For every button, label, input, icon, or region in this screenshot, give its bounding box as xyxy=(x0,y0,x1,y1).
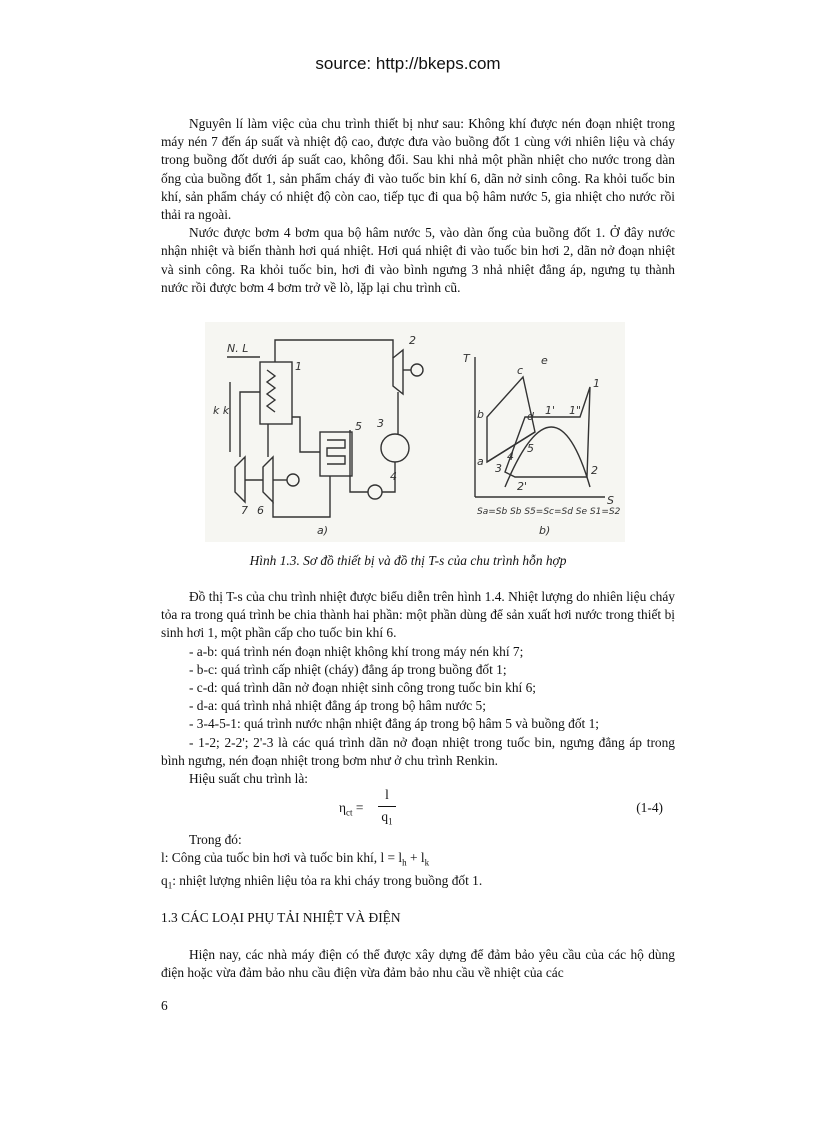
label-1: 1 xyxy=(295,360,302,373)
label-s: S xyxy=(607,494,614,507)
label-3: 3 xyxy=(377,417,384,430)
label-a: a xyxy=(477,455,484,468)
label-5: 5 xyxy=(355,420,362,433)
fraction xyxy=(378,787,396,827)
q-symbol: q xyxy=(161,873,168,889)
where-line-l xyxy=(161,849,675,872)
s-axis-ticks: Sa=Sb Sb S5=Sc=Sd Se S1=S2 xyxy=(477,507,621,517)
q-definition: : nhiệt lượng nhiên liệu tỏa ra khi cháy trong buồng đốt 1. xyxy=(172,873,483,889)
intro-paragraphs xyxy=(161,115,675,297)
l-definition: l: Công của tuốc bin hơi và tuốc bin khí, l = l xyxy=(161,850,403,866)
l-plus: + l xyxy=(406,850,425,866)
l-sub-h: h xyxy=(402,857,407,868)
where-title: Trong đó: xyxy=(189,832,242,847)
label-4: 4 xyxy=(390,470,397,483)
page-number: 6 xyxy=(161,998,168,1013)
process-section xyxy=(161,588,675,788)
label-p4: 4 xyxy=(507,450,514,463)
label-kk: k k xyxy=(213,404,230,417)
source-header: source: http://bkeps.com xyxy=(315,54,501,73)
figure-drawing xyxy=(205,322,625,542)
paragraph: Nước được bơm 4 bơm qua bộ hâm nước 5, vào dàn ống của buồng đốt 1. Ở đây nước nhận nhiệt và biến thành hơi quá nhiệt. Hơi quá nhiệt đi vào tuốc bin hơi 2, dãn nở đoạn nhiệt và sinh công. Ra khỏi tuốc bin, hơi đi vào bình ngưng 3 nhả nhiệt đẳng áp, ngưng tụ thành nước rồi được bơm 4 bơm trở về lò, lặp lại chu trình cũ. xyxy=(161,225,675,295)
label-c: c xyxy=(517,364,524,377)
l-sub-k: k xyxy=(424,857,430,868)
formula-1-4 xyxy=(161,787,675,829)
label-6: 6 xyxy=(257,504,264,517)
paragraph: Đồ thị T-s của chu trình nhiệt được biểu diễn trên hình 1.4. Nhiệt lượng do nhiên liệu cháy tỏa ra trong quá trình be chia thành hai phần: một phần dùng để sản xuất hơi nước trong thiết bị sinh hơi 1, một phần cấp cho tuốc bin khí 6. xyxy=(161,589,675,641)
list-item: - 3-4-5-1: quá trình nước nhận nhiệt đẳng áp trong bộ hâm 5 và buồng đốt 1; xyxy=(189,716,600,732)
where-line-q xyxy=(161,872,675,895)
sub-caption-b: b) xyxy=(539,524,551,537)
figure-caption: Hình 1.3. Sơ đồ thiết bị và đồ thị T-s của chu trình hỗn hợp xyxy=(249,553,567,568)
label-b: b xyxy=(477,408,484,421)
list-item: - 1-2; 2-2'; 2'-3 là các quá trình dãn nở đoạn nhiệt trong tuốc bin, ngưng đẳng áp trong bình ngưng, nén đoạn nhiệt trong bơm như ở chu trình Renkin. xyxy=(161,734,675,768)
label-p1: 1 xyxy=(593,377,600,390)
q-subscript: 1 xyxy=(167,880,173,891)
denominator xyxy=(378,809,396,827)
where-block xyxy=(161,831,675,895)
label-d: d xyxy=(527,410,534,423)
paragraph: Nguyên lí làm việc của chu trình thiết bị như sau: Không khí được nén đoạn nhiệt trong máy nén 7 đến áp suất và nhiệt độ cao, được đưa vào buồng đốt 1 cùng với nhiên liệu và cháy trong buồng đốt dưới áp suất cao, không đổi. Sau khi nhả một phần nhiệt cho nước trong dàn ống của buồng đốt 1, sản phẩm cháy đi vào tuốc bin khí 6, dãn nở sinh công. Ra khỏi tuốc bin khí, sản phẩm cháy có nhiệt độ còn cao, tiếp tục đi qua bộ hâm nước 5, gia nhiệt cho nước rồi thải ra ngoài. xyxy=(161,116,675,223)
list-item: - d-a: quá trình nhả nhiệt đẳng áp trong bộ hâm nước 5; xyxy=(189,698,486,714)
equation-number: (1-4) xyxy=(636,800,663,815)
fraction-bar xyxy=(378,806,396,807)
label-t: T xyxy=(463,352,470,365)
list-item: - b-c: quá trình cấp nhiệt (cháy) đẳng áp trong buồng đốt 1; xyxy=(189,661,507,677)
label-p1p: 1' xyxy=(545,404,556,417)
label-nl: N. L xyxy=(227,342,249,355)
efficiency-label: Hiệu suất chu trình là: xyxy=(189,771,308,787)
process-list xyxy=(161,643,675,770)
eta-symbol: η xyxy=(339,800,347,815)
list-item: - a-b: quá trình nén đoạn nhiệt không khí trong máy nén khí 7; xyxy=(189,643,524,659)
denominator-symbol: q xyxy=(381,809,389,824)
section-heading: 1.3 CÁC LOẠI PHỤ TẢI NHIỆT VÀ ĐIỆN xyxy=(161,910,401,925)
denominator-subscript: 1 xyxy=(388,816,393,827)
label-p2p: 2' xyxy=(517,480,528,493)
label-p3: 3 xyxy=(495,462,502,475)
label-p2: 2 xyxy=(591,464,598,477)
paragraph: Hiện nay, các nhà máy điện có thể được xây dựng để đảm bảo yêu cầu của các hộ dùng điện hoặc vừa đảm bảo nhu cầu điện vừa đảm bảo nhu cầu về nhiệt của các xyxy=(161,947,675,981)
closing-paragraph xyxy=(161,946,675,982)
numerator: l xyxy=(385,787,389,802)
equals-sign: = xyxy=(352,800,364,815)
list-item: - c-d: quá trình dãn nở đoạn nhiệt sinh công trong tuốc bin khí 6; xyxy=(189,680,536,696)
label-2: 2 xyxy=(409,334,416,347)
label-e: e xyxy=(541,354,548,367)
figure-1-3 xyxy=(205,322,625,542)
label-p5: 5 xyxy=(527,442,534,455)
label-p1pp: 1" xyxy=(569,404,582,417)
formula-lhs xyxy=(339,800,363,818)
sub-caption-a: a) xyxy=(317,524,329,537)
eta-subscript: ct xyxy=(346,807,353,818)
label-7: 7 xyxy=(241,504,248,517)
